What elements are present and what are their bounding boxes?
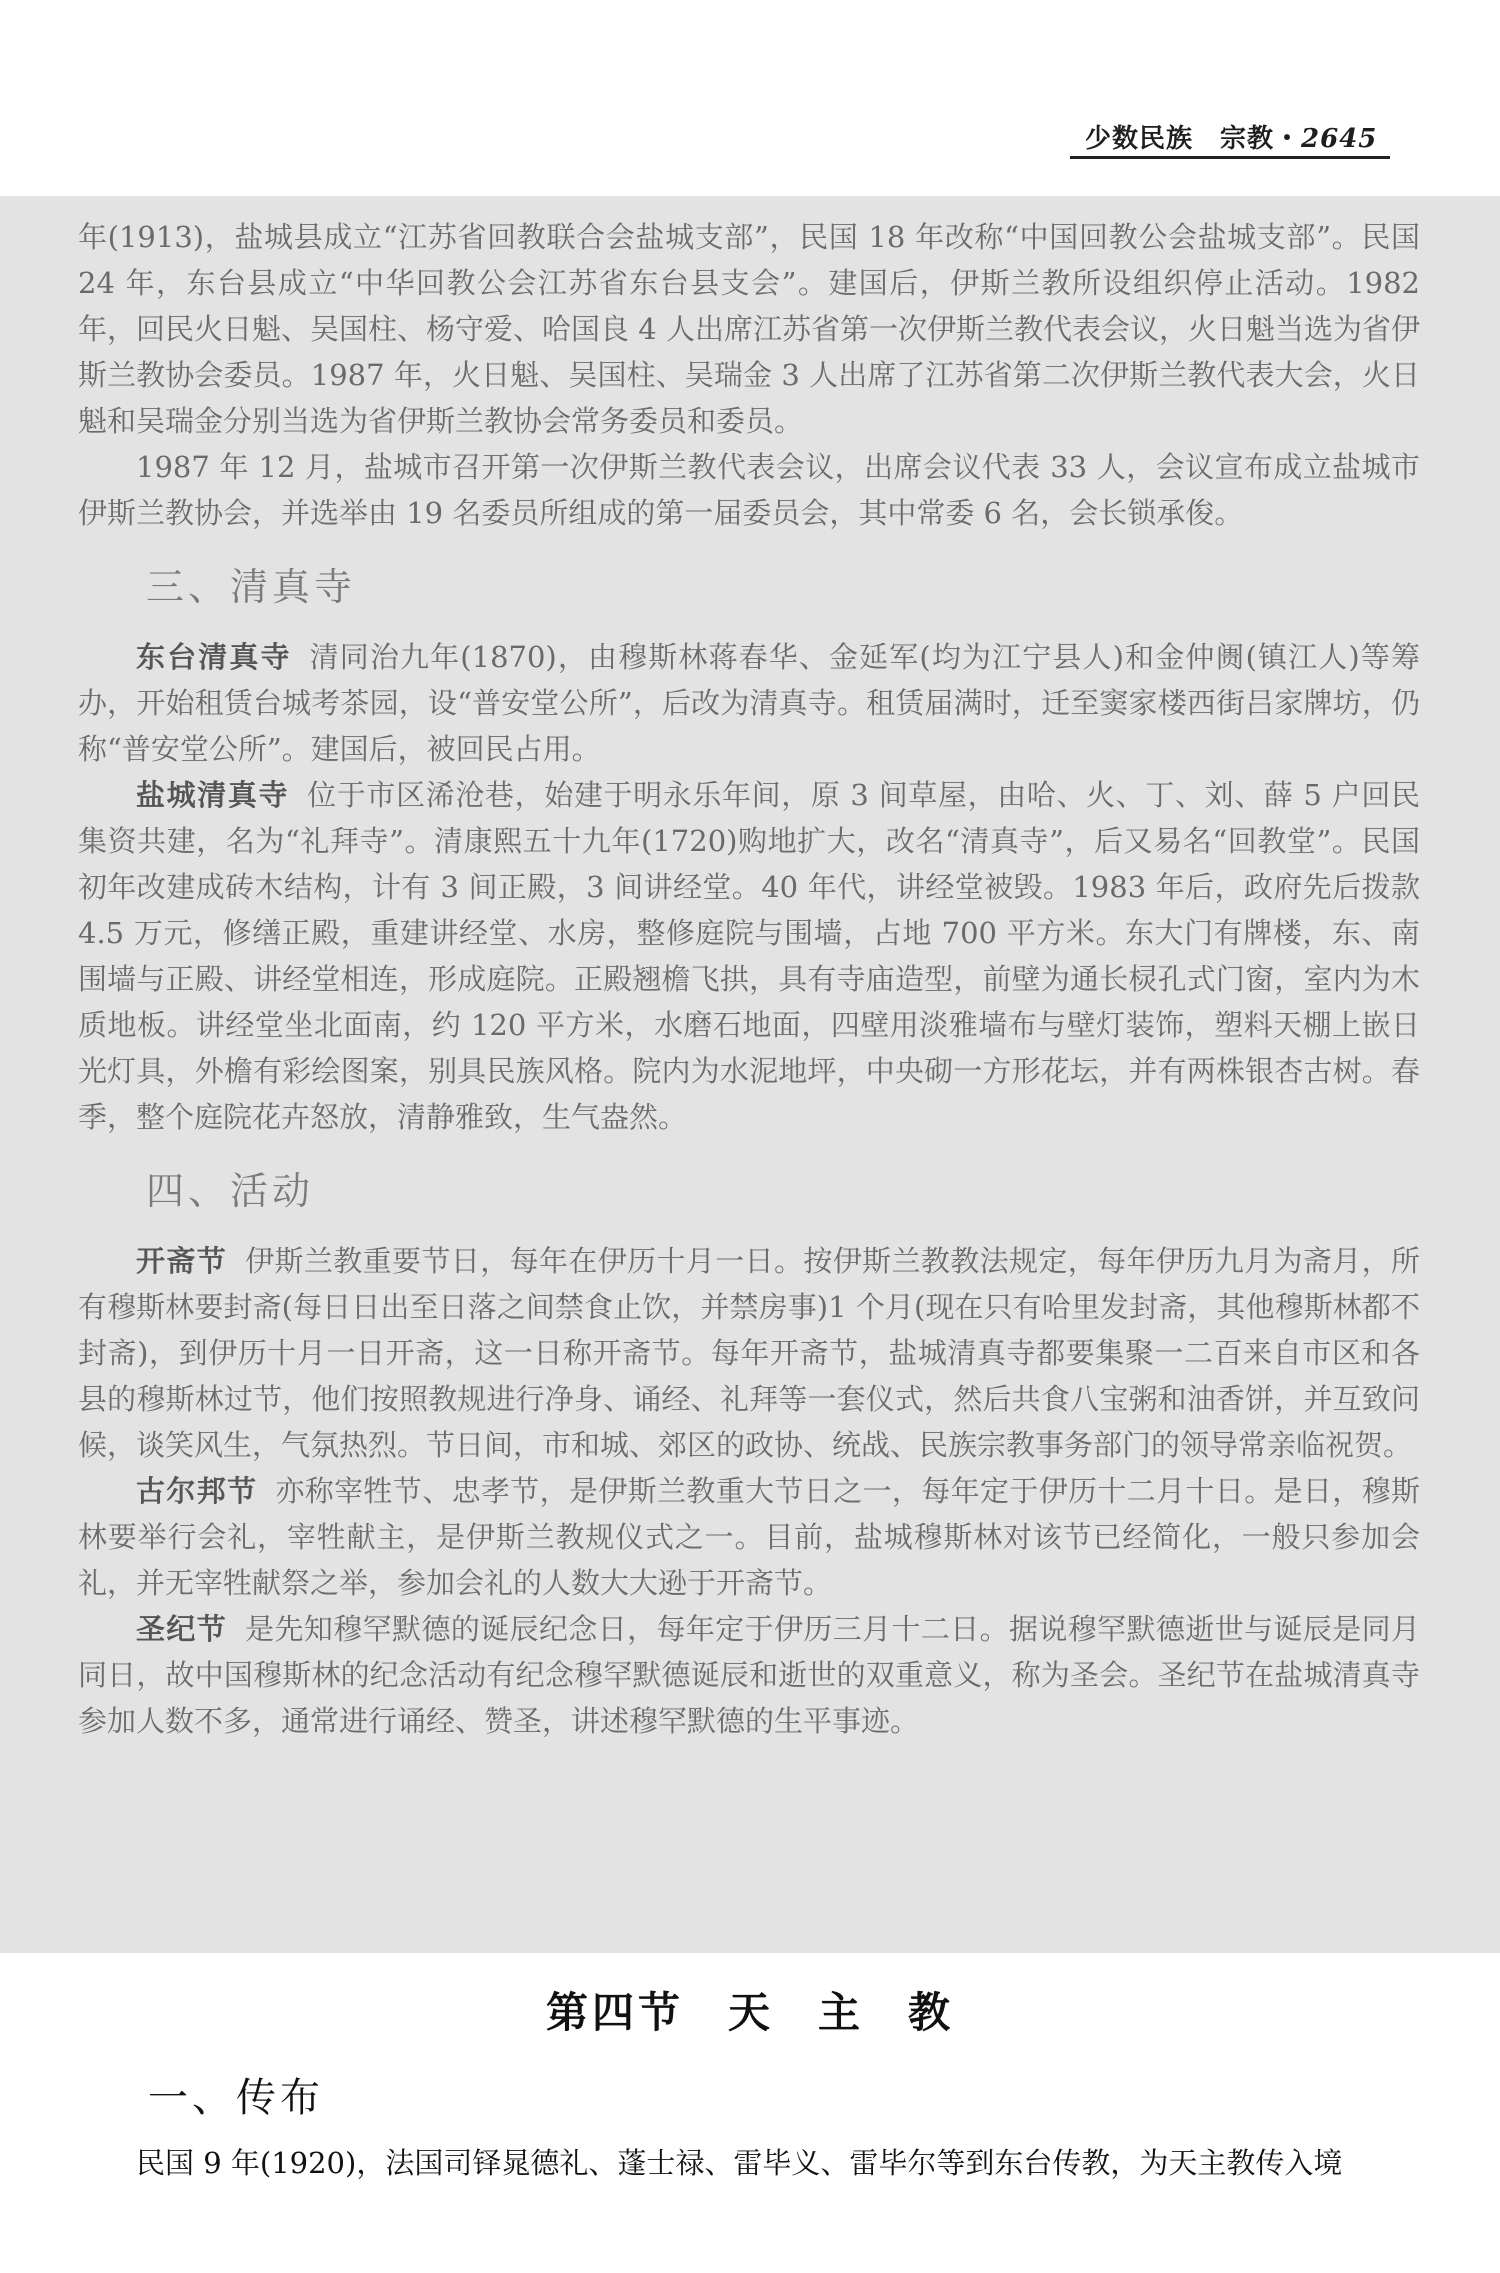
activity-entry [78,1238,1420,1468]
entry-text: 清同治九年(1870)，由穆斯林蒋春华、金延军(均为江宁县人)和金仲阓(镇江人)等筹办，开始租赁台城考茶园，设“普安堂公所”，后改为清真寺。租赁届满时，迁至窦家楼西街吕家牌坊，仍称“普安堂公所”。建国后，被回民占用。 [78,640,1420,766]
intro-paragraph-1: 年(1913)，盐城县成立“江苏省回教联合会盐城支部”，民国 18 年改称“中国回教公会盐城支部”。民国 24 年，东台县成立“中华回教公会江苏省东台县支会”。建国后，伊斯兰教所设组织停止活动。1982 年，回民火日魁、吴国柱、杨守爱、哈国良 4 人出席江苏省第一次伊斯兰教代表会议，火日魁当选为省伊斯兰教协会委员。1987 年，火日魁、吴国柱、吴瑞金 3 人出席了江苏省第二次伊斯兰教代表大会，火日魁和吴瑞金分别当选为省伊斯兰教协会常务委员和委员。 [78,220,1420,438]
mosque-entry [78,772,1420,1140]
page-number: 2645 [1301,124,1378,154]
chapter-title-part: 教 [908,1988,955,2037]
entry-term: 东台清真寺 [136,640,292,674]
entry-text: 亦称宰牲节、忠孝节，是伊斯兰教重大节日之一，每年定于伊历十二月十日。是日，穆斯林要举行会礼，宰牲献主，是伊斯兰教规仪式之一。目前，盐城穆斯林对该节已经简化，一般只参加会礼，并无宰牲献祭之举，参加会礼的人数大大逊于开斋节。 [78,1474,1420,1600]
activity-entry [78,1468,1420,1606]
mosque-entry [78,634,1420,772]
entry-term: 圣纪节 [136,1612,228,1646]
entry-text: 位于市区浠沧巷，始建于明永乐年间，原 3 间草屋，由哈、火、丁、刘、薛 5 户回民集资共建，名为“礼拜寺”。清康熙五十九年(1720)购地扩大，改名“清真寺”，后又易名“回教堂”。民国初年改建成砖木结构，计有 3 间正殿，3 间讲经堂。40 年代，讲经堂被毁。1983 年后，政府先后拨款 4.5 万元，修缮正殿，重建讲经堂、水房，整修庭院与围墙，占地 700 平方米。东大门有牌楼，东、南围墙与正殿、讲经堂相连，形成庭院。正殿翘檐飞拱，具有寺庙造型，前壁为通长棂孔式门窗，室内为木质地板。讲经堂坐北面南，约 120 平方米，水磨石地面，四壁用淡雅墙布与壁灯装饰，塑料天棚上嵌日光灯具，外檐有彩绘图案，别具民族风格。院内为水泥地坪，中央砌一方形花坛，并有两株银杏古树。春季，整个庭院花卉怒放，清静雅致，生气盎然。 [78,778,1420,1134]
chapter-title-part: 主 [818,1988,865,2037]
entry-term: 盐城清真寺 [136,778,290,812]
running-head [1085,118,1377,155]
body-paragraph: 民国 9 年(1920)，法国司铎晁德礼、蓬士禄、雷毕义、雷毕尔等到东台传教，为天主教传入境 [136,2146,1343,2180]
chapter-title-part: 第四节 [545,1988,684,2037]
header-rule [1070,156,1390,159]
entry-term: 古尔邦节 [136,1474,258,1508]
shaded-block [0,196,1500,1953]
entry-text: 是先知穆罕默德的诞辰纪念日，每年定于伊历三月十二日。据说穆罕默德逝世与诞辰是同月同日，故中国穆斯林的纪念活动有纪念穆罕默德诞辰和逝世的双重意义，称为圣会。圣纪节在盐城清真寺参加人数不多，通常进行诵经、赞圣，讲述穆罕默德的生平事迹。 [78,1612,1420,1738]
chapter-title-part: 天 [727,1988,774,2037]
running-head-text: 少数民族 宗教・ [1085,124,1302,154]
intro-paragraph-2: 1987 年 12 月，盐城市召开第一次伊斯兰教代表会议，出席会议代表 33 人，会议宣布成立盐城市伊斯兰教协会，并选举由 19 名委员所组成的第一届委员会，其中常委 6 名，会长锁承俊。 [78,450,1420,530]
entry-text: 伊斯兰教重要节日，每年在伊历十月一日。按伊斯兰教教法规定，每年伊历九月为斋月，所有穆斯林要封斋(每日日出至日落之间禁食止饮，并禁房事)1 个月(现在只有哈里发封斋，其他穆斯林都不封斋)，到伊历十月一日开斋，这一日称开斋节。每年开斋节，盐城清真寺都要集聚一二百来自市区和各县的穆斯林过节，他们按照教规进行净身、诵经、礼拜等一套仪式，然后共食八宝粥和油香饼，并互致问候，谈笑风生，气氛热烈。节日间，市和城、郊区的政协、统战、民族宗教事务部门的领导常亲临祝贺。 [78,1244,1420,1462]
activity-entry [78,1606,1420,1744]
chapter-title [0,1980,1500,2040]
section-heading-activities: 四、活动 [146,1169,315,1213]
section-heading-mosques: 三、清真寺 [146,565,357,609]
shaded-content [78,214,1420,1744]
entry-term: 开斋节 [136,1244,228,1278]
section-heading-spread: 一、传布 [148,2075,324,2121]
